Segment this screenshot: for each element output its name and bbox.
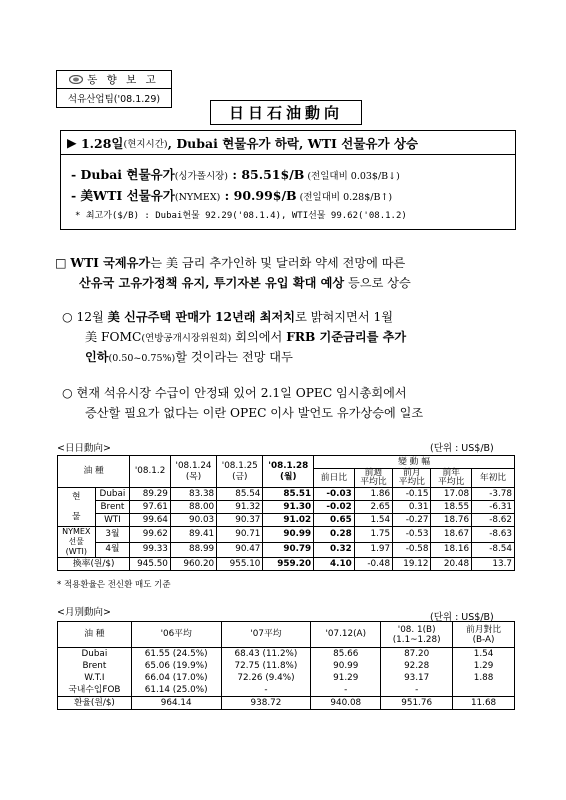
cell: 65.06 (19.9%): [131, 660, 221, 672]
cell: 11.68: [453, 697, 515, 710]
para2-range: (0.50~0.75%): [108, 353, 176, 364]
daily-col-type: 油 種: [58, 456, 130, 488]
group-nymex: NYMEX 선물(WTI): [58, 527, 96, 558]
cell: -0.03: [314, 488, 355, 501]
summary-headline-text: , Dubai 현물유가 하락, WTI 선물유가 상승: [167, 135, 419, 151]
monthly-header-row: [58, 622, 515, 648]
para2-line2-mid: 회의에서: [231, 330, 287, 344]
cell: 61.14 (25.0%): [131, 684, 221, 697]
cell: 89.41: [170, 527, 216, 543]
para2-line2: [85, 328, 406, 345]
row-label: Dubai: [58, 648, 132, 661]
cell: -0.58: [393, 542, 431, 558]
cell: 88.00: [170, 501, 216, 514]
para3-line1: ○ 현재 석유시장 수급이 안정돼 있어 2.1일 OPEC 임시총회에서: [62, 386, 407, 400]
cell: 1.54: [354, 514, 392, 527]
cell: -0.27: [393, 514, 431, 527]
para2-line3-tail: 할 것이라는 전망 대두: [175, 350, 293, 364]
para1-line1-text: 는 美 금리 추가인하 및 달러화 약세 전망에 따른: [150, 256, 406, 270]
cell: -: [221, 684, 311, 697]
daily-sub-col: 年初比: [472, 469, 515, 488]
cell: -0.53: [393, 527, 431, 543]
row-label: WTI: [95, 514, 130, 527]
cell: 99.64: [130, 514, 171, 527]
cell: 92.28: [381, 660, 453, 672]
para2-bold: 美 신규주택 판매가 12년래 최저치: [107, 310, 296, 324]
cell: 940.08: [311, 697, 381, 710]
dubai-change: (전일대비 0.03$/B↓): [304, 171, 400, 182]
cell: 17.08: [431, 488, 472, 501]
daily-col-date: '08.1.24 (목): [170, 456, 216, 488]
monthly-col: '06平均: [131, 622, 221, 648]
group-spot: 현 물: [58, 488, 96, 527]
team-label: 석유산업팀('08.1.29): [67, 94, 161, 105]
cell: 66.04 (17.0%): [131, 672, 221, 684]
cell: 91.29: [311, 672, 381, 684]
cell: 91.32: [217, 501, 263, 514]
cell: 1.54: [453, 648, 515, 661]
daily-unit: (단위 : US$/B): [430, 443, 494, 454]
cell: 90.47: [217, 542, 263, 558]
cell: 61.55 (24.5%): [131, 648, 221, 661]
cell: 90.03: [170, 514, 216, 527]
summary-box: [60, 130, 516, 230]
cell: 18.16: [431, 542, 472, 558]
cell: 1.88: [453, 672, 515, 684]
cell: 938.72: [221, 697, 311, 710]
row-label: W.T.I: [58, 672, 132, 684]
daily-table: [57, 455, 515, 571]
cell: 0.65: [314, 514, 355, 527]
monthly-col: '07.12(A): [311, 622, 381, 648]
row-label: Dubai: [95, 488, 130, 501]
cell: 0.31: [393, 501, 431, 514]
cell: 19.12: [393, 558, 431, 571]
para1-line2: [79, 274, 411, 291]
cell: 85.51: [263, 488, 314, 501]
daily-caption: <日日動向>: [57, 443, 111, 454]
page-title: 日日石油動向: [210, 100, 362, 125]
para2-cut: 인하: [85, 350, 109, 364]
para2-bullet: ○ 12월: [62, 310, 108, 324]
dubai-price: : 85.51$/B: [228, 167, 305, 182]
cell: 90.79: [263, 542, 314, 558]
cell: 72.75 (11.8%): [221, 660, 311, 672]
row-label: Brent: [95, 501, 130, 514]
cell: -0.48: [354, 558, 392, 571]
cell: 960.20: [170, 558, 216, 571]
report-header: [56, 70, 172, 108]
cell: -8.54: [472, 542, 515, 558]
table-row: [58, 514, 515, 527]
cell: -8.63: [472, 527, 515, 543]
para2-fomc-note: (연방공개시장위원회): [141, 333, 232, 344]
cell: 955.10: [217, 558, 263, 571]
monthly-col: '08. 1(B) (1.1~1.28): [381, 622, 453, 648]
cell: 1.97: [354, 542, 392, 558]
para2-line3: [85, 348, 293, 365]
cell: 0.32: [314, 542, 355, 558]
daily-col-date-current: '08.1.28 (월): [263, 456, 314, 488]
fx-row: [58, 558, 515, 571]
fx-row: [58, 697, 515, 710]
row-label: 3월: [95, 527, 130, 543]
cell: 1.29: [453, 660, 515, 672]
table-row: [58, 684, 515, 697]
cell: 4.10: [314, 558, 355, 571]
report-type-row: [57, 71, 171, 89]
row-label: 환율(원/$): [58, 697, 132, 710]
daily-sub-col: 前週 平均比: [354, 469, 392, 488]
cell: -: [311, 684, 381, 697]
cell: 72.26 (9.4%): [221, 672, 311, 684]
para2-frb: FRB 기준금리를 추가: [286, 330, 407, 344]
cell: 1.86: [354, 488, 392, 501]
cell: 91.30: [263, 501, 314, 514]
cell: 964.14: [131, 697, 221, 710]
wti-line: [71, 186, 392, 204]
cell: 88.99: [170, 542, 216, 558]
table-row: [58, 542, 515, 558]
daily-footnote: * 적용환율은 전신환 매도 기준: [57, 580, 171, 590]
cell: 89.29: [130, 488, 171, 501]
table-row: [58, 501, 515, 514]
play-icon: ▶: [67, 135, 81, 150]
wti-label: - 美WTI 선물유가: [71, 188, 175, 203]
table-row: [58, 488, 515, 501]
para1-line2-bold: 산유국 고유가정책 유지, 투기자본 유입 확대 예상: [79, 276, 345, 290]
cell: 18.55: [431, 501, 472, 514]
monthly-col: '07平均: [221, 622, 311, 648]
cell: -8.62: [472, 514, 515, 527]
cell: 20.48: [431, 558, 472, 571]
para1-line1: [55, 254, 405, 271]
table-row: [58, 672, 515, 684]
daily-sub-col: 前年 平均比: [431, 469, 472, 488]
summary-headline: [61, 131, 515, 155]
table-row: [58, 648, 515, 661]
cell: -0.15: [393, 488, 431, 501]
cell: 90.99: [311, 660, 381, 672]
cell: 90.71: [217, 527, 263, 543]
cell: 0.28: [314, 527, 355, 543]
daily-header-row: [58, 456, 515, 469]
daily-sub-col: 前日比: [314, 469, 355, 488]
monthly-unit: (단위 : US$/B): [430, 612, 494, 623]
monthly-col: 前月對比 (B-A): [453, 622, 515, 648]
para3-line2: 증산할 필요가 없다는 이란 OPEC 이사 발언도 유가상승에 일조: [85, 406, 424, 420]
cell: 99.62: [130, 527, 171, 543]
table-row: [58, 527, 515, 543]
wti-change: (전일대비 0.28$/B↑): [296, 192, 393, 203]
cell: 90.99: [263, 527, 314, 543]
cell: 945.50: [130, 558, 171, 571]
cell: 959.20: [263, 558, 314, 571]
dubai-market: (싱가폴시장): [174, 171, 229, 182]
cell: 1.75: [354, 527, 392, 543]
row-label: 換率(원/$): [58, 558, 130, 571]
cell: 87.20: [381, 648, 453, 661]
cell: 85.54: [217, 488, 263, 501]
cell: -: [381, 684, 453, 697]
para2-fomc: 美 FOMC: [85, 330, 142, 344]
summary-date-note: (현지시간): [123, 138, 168, 150]
cell: 97.61: [130, 501, 171, 514]
daily-col-change: 變 動 幅: [314, 456, 515, 469]
daily-col-date: '08.1.25 (금): [217, 456, 263, 488]
row-label: Brent: [58, 660, 132, 672]
company-logo-icon: [69, 75, 83, 84]
monthly-caption: <月別動向>: [57, 607, 111, 618]
report-type: 동 향 보 고: [87, 74, 159, 86]
table-row: [58, 660, 515, 672]
cell: 90.37: [217, 514, 263, 527]
daily-col-date: '08.1.2: [130, 456, 171, 488]
cell: 18.76: [431, 514, 472, 527]
para2-line1-tail: 로 밝혀지면서 1월: [295, 310, 393, 324]
cell: 13.7: [472, 558, 515, 571]
para2-line1: [62, 308, 393, 325]
daily-sub-col: 前月 平均比: [393, 469, 431, 488]
monthly-col-type: 油 種: [58, 622, 132, 648]
row-label: 4월: [95, 542, 130, 558]
cell: 951.76: [381, 697, 453, 710]
square-bullet: □: [55, 256, 71, 270]
cell: 85.66: [311, 648, 381, 661]
summary-date: 1.28일: [80, 135, 124, 151]
cell: -6.31: [472, 501, 515, 514]
monthly-table: [57, 621, 515, 710]
cell: 93.17: [381, 672, 453, 684]
cell: 2.65: [354, 501, 392, 514]
dubai-label: - Dubai 현물유가: [71, 167, 175, 182]
record-note: * 최고가($/B) : Dubai현물 92.29('08.1.4), WTI선물 99.62('08.1.2): [75, 211, 407, 221]
cell: 68.43 (11.2%): [221, 648, 311, 661]
wti-market: (NYMEX): [174, 192, 221, 203]
cell: [453, 684, 515, 697]
cell: -3.78: [472, 488, 515, 501]
cell: 18.67: [431, 527, 472, 543]
cell: -0.02: [314, 501, 355, 514]
dubai-line: [71, 165, 400, 183]
para1-line2-tail: 등으로 상승: [344, 276, 411, 290]
row-label: 국내수입FOB: [58, 684, 132, 697]
cell: 99.33: [130, 542, 171, 558]
wti-price: : 90.99$/B: [220, 188, 297, 203]
cell: 83.38: [170, 488, 216, 501]
cell: 91.02: [263, 514, 314, 527]
para1-subject: WTI 국제유가: [70, 256, 151, 270]
